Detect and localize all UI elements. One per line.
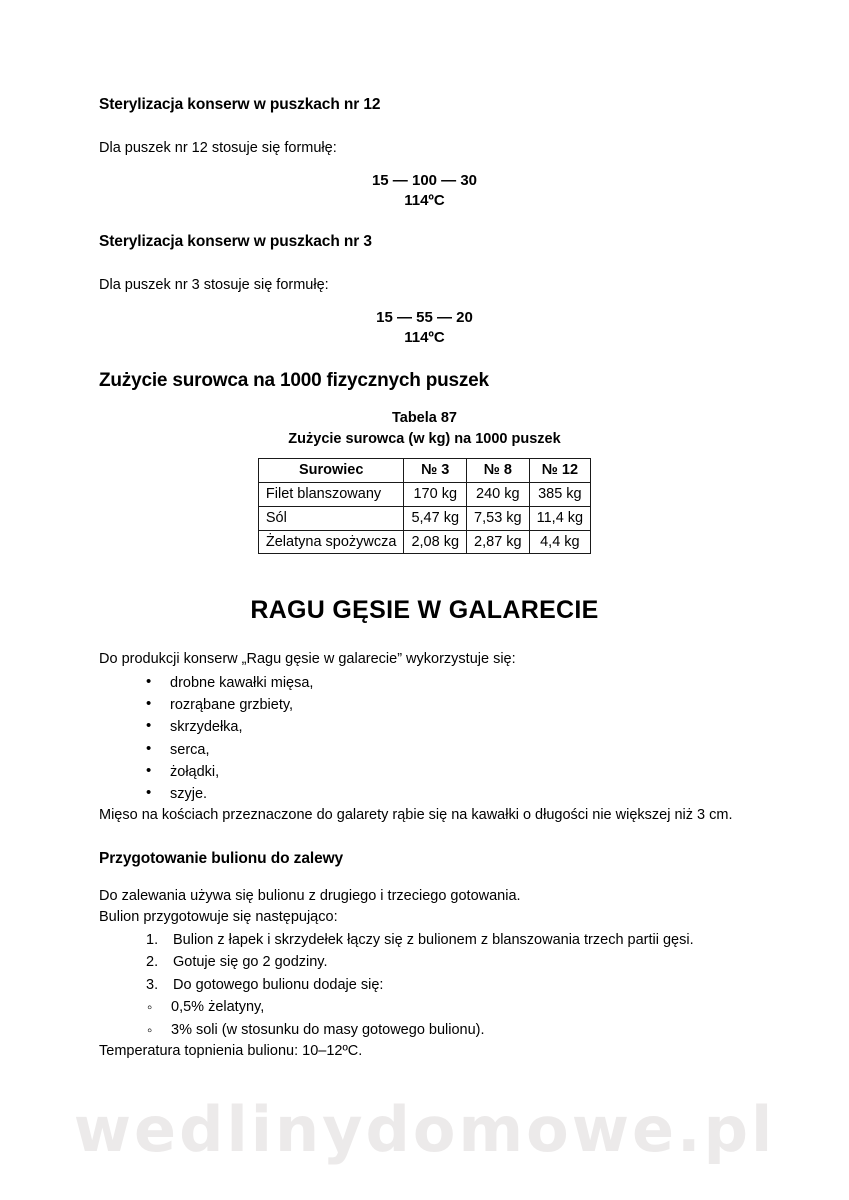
list-item: ◦ 3% soli (w stosunku do masy gotowego bulionu). bbox=[147, 1019, 750, 1041]
list-item: • skrzydełka, bbox=[146, 716, 750, 738]
table-cell-value: 385 kg bbox=[529, 482, 591, 506]
table-header-cell: № 3 bbox=[404, 459, 467, 483]
list-item: Gotuje się go 2 godziny. bbox=[173, 954, 328, 971]
bulion-steps-list bbox=[99, 929, 750, 996]
list-item: • szyje. bbox=[146, 783, 750, 805]
table-number: Tabela 87 bbox=[391, 410, 458, 427]
table-cell-value: 2,87 kg bbox=[467, 530, 530, 554]
spacer bbox=[99, 625, 750, 649]
watermark: wedlinydomowe.pl bbox=[73, 1093, 776, 1166]
table-caption: Zużycie surowca (w kg) na 1000 puszek bbox=[288, 431, 561, 448]
list-item: Bulion z łapek i skrzydełek łączy się z bulionem z blanszowania trzech partii gęsi. bbox=[173, 931, 694, 948]
page-title: RAGU GĘSIE W GALARECIE bbox=[250, 596, 599, 625]
paragraph-ster3-intro: Dla puszek nr 3 stosuje się formułę: bbox=[99, 277, 329, 294]
table-row bbox=[258, 506, 590, 530]
heading-sterylizacja-12: Sterylizacja konserw w puszkach nr 12 bbox=[99, 96, 381, 113]
table-cell-value: 2,08 kg bbox=[404, 530, 467, 554]
table-row bbox=[258, 530, 590, 554]
paragraph-ster12-intro: Dla puszek nr 12 stosuje się formułę: bbox=[99, 140, 337, 156]
formula-3: 15 — 55 — 20 bbox=[376, 309, 473, 327]
spacer bbox=[99, 251, 750, 275]
spacer bbox=[99, 392, 750, 410]
table-cell-value: 7,53 kg bbox=[467, 506, 530, 530]
formula-3-temperature: 114ºC bbox=[404, 329, 445, 347]
paragraph-ragu-note: Mięso na kościach przeznaczone do galarety rąbie się na kawałki o długości nie większej niż 3 cm. bbox=[99, 806, 733, 823]
list-item: • serca, bbox=[146, 739, 750, 761]
heading-zuzycie-surowca: Zużycie surowca na 1000 fizycznych puszek bbox=[99, 370, 489, 392]
formula-block-3 bbox=[99, 309, 750, 346]
usage-table bbox=[258, 458, 591, 554]
paragraph-bulion-line1: Do zalewania używa się bulionu z drugiego i trzeciego gotowania. bbox=[99, 887, 521, 904]
heading-przygotowanie-bulionu: Przygotowanie bulionu do zalewy bbox=[99, 849, 344, 867]
table-header-cell: Surowiec bbox=[258, 459, 404, 483]
paragraph-ragu-intro: Do produkcji konserw „Ragu gęsie w galarecie” wykorzystuje się: bbox=[99, 651, 516, 668]
spacer bbox=[99, 554, 750, 578]
table-header-cell: № 8 bbox=[467, 459, 530, 483]
spacer bbox=[99, 209, 750, 233]
table-cell-ingredient: Filet blanszowany bbox=[258, 482, 404, 506]
table-cell-value: 4,4 kg bbox=[529, 530, 591, 554]
spacer bbox=[99, 826, 750, 850]
table-cell-ingredient: Żelatyna spożywcza bbox=[258, 530, 404, 554]
paragraph-bulion-line2: Bulion przygotowuje się następująco: bbox=[99, 908, 338, 925]
list-item: Do gotowego bulionu dodaje się: bbox=[173, 976, 384, 993]
table-cell-ingredient: Sól bbox=[258, 506, 404, 530]
table-cell-value: 240 kg bbox=[467, 482, 530, 506]
paragraph-bulion-temperature: Temperatura topnienia bulionu: 10–12ºC. bbox=[99, 1043, 363, 1059]
list-item: ◦ 0,5% żelatyny, bbox=[147, 996, 750, 1018]
table-cell-value: 170 kg bbox=[404, 482, 467, 506]
ragu-ingredient-list bbox=[99, 672, 750, 804]
spacer bbox=[99, 578, 750, 596]
table-header-cell: № 12 bbox=[529, 459, 591, 483]
bulion-additives-list bbox=[99, 996, 750, 1041]
formula-block-12 bbox=[99, 172, 750, 209]
table-row bbox=[258, 482, 590, 506]
spacer bbox=[99, 868, 750, 886]
list-item: • drobne kawałki mięsa, bbox=[146, 672, 750, 694]
formula-12: 15 — 100 — 30 bbox=[371, 172, 478, 190]
table-cell-value: 5,47 kg bbox=[404, 506, 467, 530]
list-item: • rozrąbane grzbiety, bbox=[146, 694, 750, 716]
list-item: • żołądki, bbox=[146, 761, 750, 783]
table-cell-value: 11,4 kg bbox=[529, 506, 591, 530]
spacer bbox=[99, 114, 750, 138]
spacer bbox=[99, 346, 750, 370]
formula-12-temperature: 114ºC bbox=[404, 192, 445, 210]
table-header-row bbox=[258, 459, 590, 483]
heading-sterylizacja-3: Sterylizacja konserw w puszkach nr 3 bbox=[99, 233, 372, 251]
